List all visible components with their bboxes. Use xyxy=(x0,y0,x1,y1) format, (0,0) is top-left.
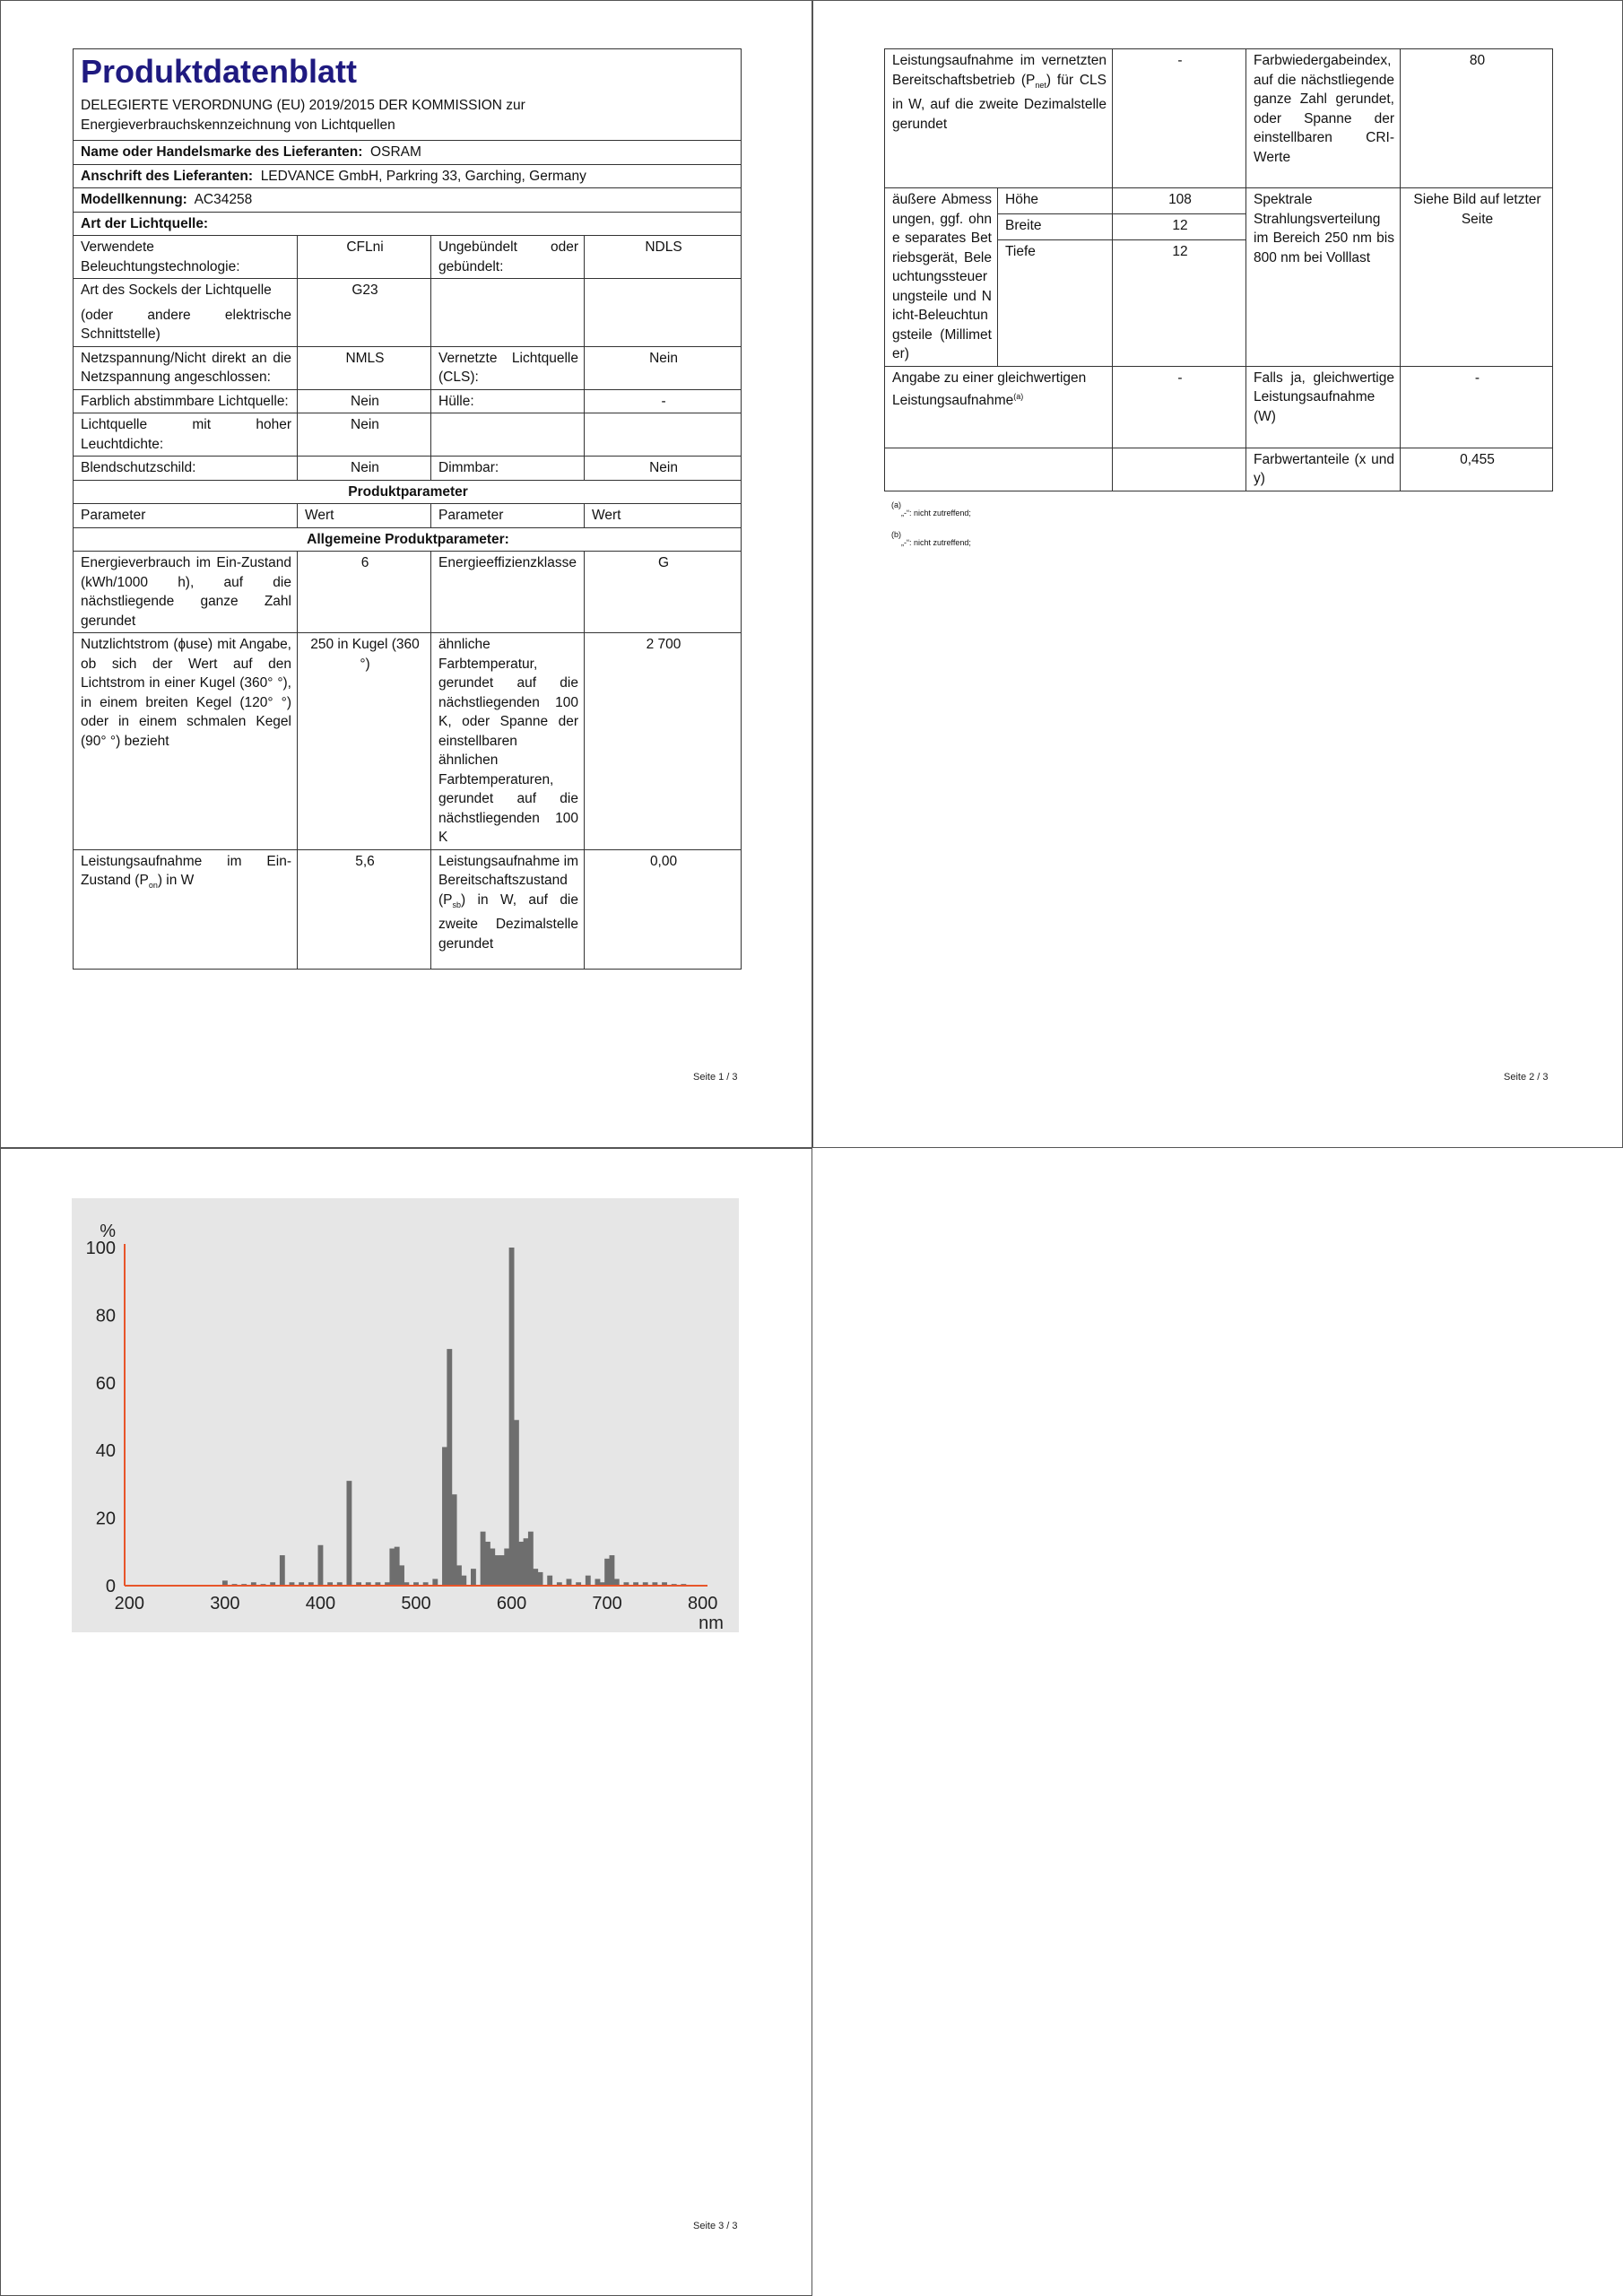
high-luminance-value: Nein xyxy=(298,413,431,457)
chart-svg xyxy=(72,1198,739,1632)
spectrum-bar xyxy=(567,1578,572,1586)
socket-cell xyxy=(74,279,298,347)
supplier-address-value: LEDVANCE GmbH, Parkring 33, Garching, Germany xyxy=(260,168,586,184)
spectrum-bar xyxy=(471,1569,476,1586)
x-tick-label: 200 xyxy=(114,1594,145,1613)
supplier-name-label: Name oder Handelsmarke des Lieferanten: xyxy=(81,144,363,160)
socket-label: Art des Sockels der Lichtquelle xyxy=(81,283,272,298)
energy-class-value: G xyxy=(585,552,742,633)
spectrum-bar xyxy=(504,1549,509,1586)
chromaticity-value: 0,455 xyxy=(1401,448,1553,491)
spectrum-bar xyxy=(447,1349,452,1586)
spectrum-bar xyxy=(604,1559,610,1586)
spectrum-bar xyxy=(524,1538,529,1586)
bundled-value: NDLS xyxy=(585,236,742,279)
power-on-value: 5,6 xyxy=(298,849,431,969)
spectral-value: Siehe Bild auf letzter Seite xyxy=(1401,188,1553,367)
technology-label: Verwendete Beleuchtungstechnologie: xyxy=(74,236,298,279)
spectrum-bar xyxy=(514,1420,519,1586)
y-axis-label: % xyxy=(100,1222,116,1241)
spectrum-bar xyxy=(432,1578,438,1586)
width-value: 12 xyxy=(1113,213,1246,239)
energy-value: 6 xyxy=(298,552,431,633)
pnet-value: - xyxy=(1113,49,1246,188)
spectrum-bar xyxy=(499,1555,505,1586)
spectrum-bar xyxy=(346,1481,352,1586)
power-on-label: Leistungsaufnahme im Ein-Zustand $(P_{on})$ in W xyxy=(74,849,298,969)
footnote-a: $^{(a)}_{„-“: nicht zutreffend;}$ xyxy=(891,500,971,517)
spectrum-bar xyxy=(547,1576,552,1586)
spectrum-bar xyxy=(518,1542,524,1586)
bundled-label: Ungebündelt oder gebündelt: xyxy=(431,236,585,279)
cri-value: 80 xyxy=(1401,49,1553,188)
dimmable-value: Nein xyxy=(585,457,742,481)
spectrum-bar xyxy=(389,1549,395,1586)
supplier-name-row xyxy=(74,141,742,165)
spectrum-bar xyxy=(533,1569,538,1586)
y-tick-label: 40 xyxy=(95,1441,116,1462)
product-params-heading: Produktparameter xyxy=(74,480,742,504)
page-1 xyxy=(0,0,812,1148)
value-header-2: Wert xyxy=(585,504,742,528)
cct-value: 2 700 xyxy=(585,633,742,850)
spectral-label: Spektrale Strahlungsverteilung im Bereich 250 nm bis 800 nm bei Volllast xyxy=(1246,188,1401,367)
spectrum-bar xyxy=(490,1549,495,1586)
spectrum-bar xyxy=(395,1547,400,1586)
equiv-if-value: - xyxy=(1401,366,1553,448)
glare-value: Nein xyxy=(298,457,431,481)
width-label: Breite xyxy=(998,213,1113,239)
glare-label: Blendschutzschild: xyxy=(74,457,298,481)
x-tick-label: 300 xyxy=(210,1594,240,1613)
standby-label: Leistungsaufnahme im Bereitschaftszustand $(P_{sb})$ in W, auf die zweite Dezimalstelle gerundet xyxy=(431,849,585,969)
standby-value: 0,00 xyxy=(585,849,742,969)
model-row xyxy=(74,188,742,213)
x-axis-label: nm xyxy=(699,1613,724,1632)
dimensions-label: äußere Abmessungen, ggf. ohne separates Betriebsgerät, Beleuchtungssteuerungsteile und Nicht-Beleuchtungsteile (Millimeter) xyxy=(885,188,998,367)
y-tick-label: 80 xyxy=(95,1306,116,1326)
mains-label: Netzspannung/Nicht direkt an die Netzspannung angeschlossen: xyxy=(74,346,298,389)
socket-label-2: (oder andere elektrische Schnittstelle) xyxy=(81,307,291,342)
supplier-address-label: Anschrift des Lieferanten: xyxy=(81,168,254,184)
product-data-table-1 xyxy=(73,48,742,970)
y-tick-label: 20 xyxy=(95,1509,116,1529)
model-label: Modellkennung: xyxy=(81,192,187,207)
spectrum-bar xyxy=(509,1248,515,1586)
regulation-text: DELEGIERTE VERORDNUNG (EU) 2019/2015 DER KOMMISSION zur Energieverbrauchskennzeichnung von Lichtquellen xyxy=(81,98,525,133)
value-header-1: Wert xyxy=(298,504,431,528)
cls-label: Vernetzte Lichtquelle (CLS): xyxy=(431,346,585,389)
envelope-label: Hülle: xyxy=(431,389,585,413)
socket-value: G23 xyxy=(298,279,431,347)
spectrum-bar xyxy=(538,1572,543,1586)
energy-class-label: Energieeffizienzklasse xyxy=(431,552,585,633)
spectrum-bar xyxy=(595,1578,601,1586)
color-tunable-label: Farblich abstimmbare Lichtquelle: xyxy=(74,389,298,413)
supplier-name-value: OSRAM xyxy=(370,144,421,160)
x-tick-label: 400 xyxy=(305,1594,336,1613)
spectral-distribution-chart xyxy=(72,1198,739,1632)
spectrum-bar xyxy=(461,1576,466,1586)
spectrum-bar xyxy=(614,1578,620,1586)
depth-label: Tiefe xyxy=(998,239,1113,366)
chromaticity-label: Farbwertanteile (x und y) xyxy=(1246,448,1401,491)
spectrum-bar xyxy=(495,1555,500,1586)
dimmable-label: Dimmbar: xyxy=(431,457,585,481)
page-number-2: Seite 2 / 3 xyxy=(1504,1072,1549,1083)
spectrum-bar xyxy=(318,1545,324,1586)
pnet-label: Leistungsaufnahme im vernetzten Bereitschaftsbetrieb $(P_{net})$ für CLS in W, auf die zweite Dezimalstelle gerundet xyxy=(885,49,1113,188)
height-value: 108 xyxy=(1113,188,1246,214)
flux-label: Nutzlichtstrom (ɸuse) mit Angabe, ob sich der Wert auf den Lichtstrom in einer Kugel (360° °), in einem breiten Kegel (120° °) oder in einem schmalen Kegel (90° °) bezieht xyxy=(74,633,298,850)
depth-value: 12 xyxy=(1113,239,1246,366)
y-tick-label: 60 xyxy=(95,1373,116,1394)
page-number-3: Seite 3 / 3 xyxy=(693,2221,738,2231)
spectrum-bar xyxy=(528,1532,534,1586)
technology-value: CFLni xyxy=(298,236,431,279)
x-tick-label: 800 xyxy=(687,1594,718,1613)
spectrum-bar xyxy=(456,1565,462,1586)
height-label: Höhe xyxy=(998,188,1113,214)
spectrum-bar xyxy=(280,1555,285,1586)
energy-label: Energieverbrauch im Ein-Zustand (kWh/1000 h), auf die nächstliegende ganze Zahl gerundet xyxy=(74,552,298,633)
light-source-type-heading: Art der Lichtquelle: xyxy=(74,212,742,236)
x-tick-label: 500 xyxy=(401,1594,431,1613)
cri-label: Farbwiedergabeindex, auf die nächstliegende ganze Zahl gerundet, oder Spanne der einstellbaren CRI-Werte xyxy=(1246,49,1401,188)
spectrum-bar xyxy=(452,1494,457,1586)
spectrum-bar xyxy=(586,1576,591,1586)
envelope-value: - xyxy=(585,389,742,413)
spectrum-bar xyxy=(610,1555,615,1586)
page-number-1: Seite 1 / 3 xyxy=(693,1072,738,1083)
equiv-if-label: Falls ja, gleichwertige Leistungsaufnahme (W) xyxy=(1246,366,1401,448)
footnotes xyxy=(891,494,971,553)
page-title: Produktdatenblatt xyxy=(81,53,358,90)
param-header-2: Parameter xyxy=(431,504,585,528)
footnote-b: $^{(b)}_{„-“: nicht zutreffend;}$ xyxy=(891,529,971,547)
param-header-1: Parameter xyxy=(74,504,298,528)
mains-value: NMLS xyxy=(298,346,431,389)
spectrum-bar xyxy=(481,1532,486,1586)
general-params-heading: Allgemeine Produktparameter: xyxy=(74,527,742,552)
equiv-value: - xyxy=(1113,366,1246,448)
flux-value: 250 in Kugel (360 °) xyxy=(298,633,431,850)
x-tick-label: 700 xyxy=(592,1594,622,1613)
equiv-label: Angabe zu einer gleichwertigen Leistungsaufnahme$^{(a)}$ xyxy=(885,366,1113,448)
cct-label: ähnliche Farbtemperatur, gerundet auf die nächstliegenden 100 K, oder Spanne der einstellbaren ähnlichen Farbtemperaturen, gerundet auf die nächstliegenden 100 K xyxy=(431,633,585,850)
spectrum-bar xyxy=(442,1447,447,1586)
supplier-address-row xyxy=(74,164,742,188)
y-tick-label: 0 xyxy=(105,1577,116,1596)
product-data-table-2 xyxy=(884,48,1553,491)
color-tunable-value: Nein xyxy=(298,389,431,413)
spectrum-bar xyxy=(399,1565,404,1586)
page-2 xyxy=(812,0,1623,1148)
y-tick-label: 100 xyxy=(85,1239,116,1258)
model-value: AC34258 xyxy=(194,192,253,207)
high-luminance-label: Lichtquelle mit hoher Leuchtdichte: xyxy=(74,413,298,457)
spectrum-bar xyxy=(485,1542,490,1586)
x-tick-label: 600 xyxy=(496,1594,527,1613)
cls-value: Nein xyxy=(585,346,742,389)
